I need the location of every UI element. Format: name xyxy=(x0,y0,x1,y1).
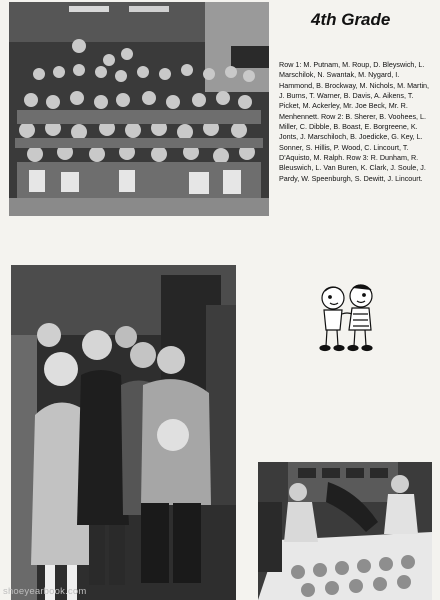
photo-caption: Row 1: M. Putnam, M. Roup, D. Bleyswich, L. Marschilok, N. Swantak, M. Nygard, I. Hammond, B. Brockway, M. Nichols, M. Martin, J. Burns, T. Warner, B. Davis, A. Aikens, T. Picket, M. Ackerley, Mr. Joe Beck, Mr. R. Menhennett. Row 2: B. Sherer, B. Voohees, L. Miller, C. Dibble, B. Boast, E. Borgreene, K. Jonts, J. Marschiloch, B. Joedicke, G. Key, L. Sonner, S. Hillis, P. Wood, C. Lincourt, T. D'Aquisto, M. Ralph. Row 3: R. Dunham, R. Bleuswich, L. Van Buren, K. Clark, J. Soule, J. Pardy, W. Speenburgh, S. Dewitt, J. Lincourt. xyxy=(279,60,430,183)
page-title: 4th Grade xyxy=(311,10,391,29)
students-standing-photo xyxy=(11,265,236,600)
twister-game-photo xyxy=(258,462,432,600)
cartoon-boys-icon xyxy=(313,282,383,354)
class-group-photo xyxy=(9,2,269,216)
watermark-text: shoeyearbook.com xyxy=(3,586,87,597)
